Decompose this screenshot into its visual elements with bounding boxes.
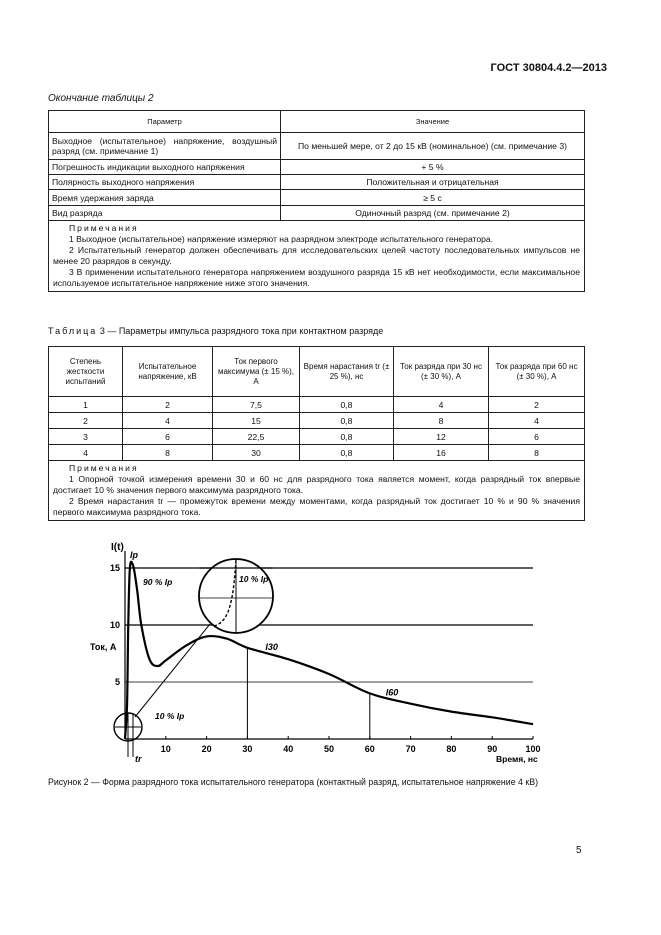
table3-cell: 0,8 [300,445,394,461]
notes-title: Примечания [69,463,139,473]
table2-cell: + 5 % [281,160,585,175]
table3-header: Ток разряда при 30 нс (± 30 %), А [394,347,489,397]
table-row [49,429,585,445]
caption-rest: 3 — Параметры импульса разрядного тока при контактном разряде [99,326,384,336]
table3-cell: 1 [49,397,123,413]
table2-cell: ≥ 5 с [281,190,585,206]
ten-percent-label: 10 % Ip [155,711,185,721]
table2-cell: Положительная и отрицательная [281,175,585,190]
table3 [48,346,585,521]
table3-cell: 4 [489,413,585,429]
table2-cell: Погрешность индикации выходного напряжения [49,160,281,175]
x-tick-label: 60 [364,744,375,754]
table-row [49,413,585,429]
table3-cell: 6 [489,429,585,445]
table3-cell: 15 [213,413,300,429]
x-tick-label: 40 [283,744,294,754]
table3-cell: 8 [394,413,489,429]
table2-cell: По меньшей мере, от 2 до 15 кВ (номинальное) (см. примечание 3) [281,133,585,160]
waveform-line [125,562,533,739]
y-axis-label: Ток, А [90,642,117,652]
table3-cell: 16 [394,445,489,461]
tr-label: tr [135,754,142,764]
table3-header: Время нарастания tr (± 25 %), нс [300,347,394,397]
table3-cell: 2 [49,413,123,429]
table-row [49,397,585,413]
table3-header: Ток разряда при 60 нс (± 30 %), А [489,347,585,397]
standard-header: ГОСТ 30804.4.2—2013 [490,62,607,74]
x-tick-label: 70 [405,744,416,754]
table2 [48,110,585,292]
table-row [49,206,585,221]
x-axis-label: Время, нс [496,754,538,764]
note-item: 2 Время нарастания tr — промежуток времени между моментами, когда разрядный ток достигает 10 % и 90 % значения первого максимума разрядного тока. [53,496,580,517]
table2-notes [49,221,585,292]
table2-col-value: Значение [281,111,585,133]
x-tick-label: 10 [160,744,171,754]
table2-caption: Окончание таблицы 2 [48,93,154,104]
y-tick-label: 10 [109,620,120,630]
note-item: 1 Выходное (испытательное) напряжение измеряют на разрядном электроде испытательного генератора. [69,234,494,244]
table3-notes [49,461,585,521]
notes-title: Примечания [69,223,139,233]
inset-ten-percent-label: 10 % Ip [239,574,269,584]
table3-cell: 0,8 [300,397,394,413]
table3-header: Ток первого максимума (± 15 %), А [213,347,300,397]
table3-cell: 4 [394,397,489,413]
table2-cell: Выходное (испытательное) напряжение, воздушный разряд (см. примечание 1) [49,133,281,160]
table3-cell: 4 [49,445,123,461]
table3-cell: 8 [489,445,585,461]
table3-cell: 7,5 [213,397,300,413]
table3-cell: 6 [123,429,213,445]
ip-label: Ip [130,550,138,560]
y-tick-label: 15 [109,563,120,573]
table2-cell: Одиночный разряд (см. примечание 2) [281,206,585,221]
table-row [49,160,585,175]
i60-label: I60 [385,687,399,698]
page-number: 5 [576,845,582,856]
table2-cell: Время удержания заряда [49,190,281,206]
x-tick-label: 90 [487,744,498,754]
table2-cell: Полярность выходного напряжения [49,175,281,190]
table3-cell: 0,8 [300,429,394,445]
table3-cell: 0,8 [300,413,394,429]
table-row [49,133,585,160]
table-row [49,445,585,461]
current-waveform-chart [0,535,661,775]
table3-cell: 4 [123,413,213,429]
table-row [49,175,585,190]
table3-cell: 12 [394,429,489,445]
y-tick-label: 5 [114,677,120,687]
table3-cell: 3 [49,429,123,445]
table3-caption [48,326,383,336]
x-tick-label: 20 [201,744,212,754]
table-row [49,190,585,206]
x-tick-label: 50 [323,744,335,754]
table3-header: Испытательное напряжение, кВ [123,347,213,397]
ninety-percent-label: 90 % Ip [143,577,173,587]
table3-cell: 2 [489,397,585,413]
table2-col-param: Параметр [49,111,281,133]
table3-cell: 2 [123,397,213,413]
table2-cell: Вид разряда [49,206,281,221]
x-tick-label: 80 [446,744,457,754]
table3-header: Степень жесткости испытаний [49,347,123,397]
i30-label: I30 [265,641,278,652]
table3-cell: 8 [123,445,213,461]
note-item: 1 Опорной точкой измерения времени 30 и 60 нс для разрядного тока является момент, когда разрядный ток впервые достигает 10 % значения первого максимума разрядного тока. [53,474,580,495]
x-tick-label: 100 [525,744,541,754]
x-tick-label: 30 [242,744,253,754]
y-axis-title: I(t) [111,542,124,553]
note-item: 3 В применении испытательного генератора напряжением воздушного разряда 15 кВ нет необходимости, если максимальное используемое испытательное напряжение ниже этого значения. [53,267,580,288]
table3-cell: 30 [213,445,300,461]
table3-cell: 22,5 [213,429,300,445]
caption-prefix: Таблица [48,326,98,336]
figure-caption: Рисунок 2 — Форма разрядного тока испытательного генератора (контактный разряд, испытательное напряжение 4 кВ) [48,777,539,787]
note-item: 2 Испытательный генератор должен обеспечивать для исследовательских целей частоту последовательных импульсов не менее 20 разрядов в секунду. [53,245,580,266]
